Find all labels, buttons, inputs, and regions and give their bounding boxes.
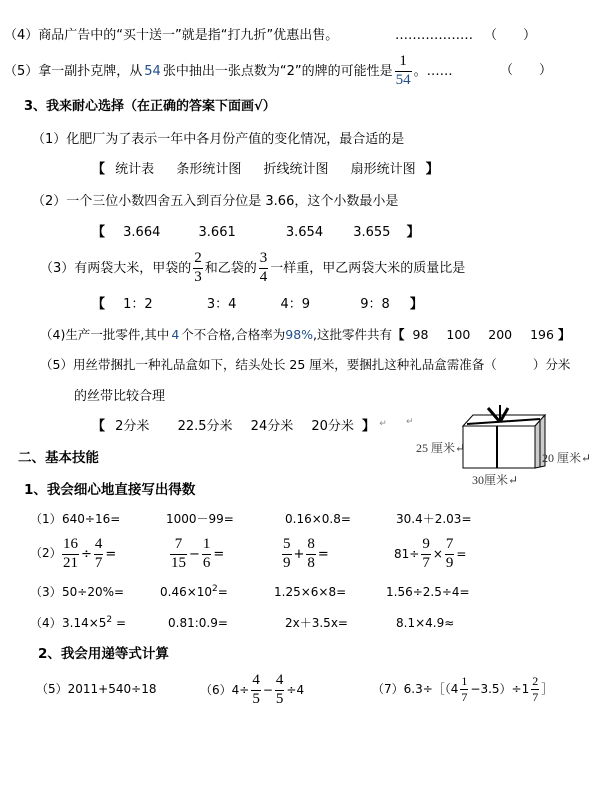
equals: = — [112, 616, 127, 630]
denominator: 8 — [307, 554, 315, 571]
number: 98% — [285, 327, 314, 342]
numerator: 7 — [174, 535, 183, 552]
calc-item: 640÷16= — [62, 512, 121, 526]
numerator: 5 — [283, 535, 291, 552]
fraction — [259, 251, 269, 286]
answer-blank[interactable]: （ ） — [484, 28, 537, 43]
fraction — [193, 251, 203, 286]
row-label: （3） — [30, 585, 62, 599]
fraction — [445, 537, 455, 572]
depth-label: 20 厘米↵ — [542, 451, 592, 465]
choice-q3 — [40, 250, 465, 286]
mixed-fraction — [460, 675, 468, 703]
option[interactable]: 折线统计图 — [263, 162, 329, 177]
choice-q2-options — [92, 226, 420, 239]
fraction — [251, 673, 261, 708]
calc-item — [62, 617, 126, 629]
equals: = — [456, 547, 467, 561]
numerator: 1 — [399, 52, 407, 69]
denominator: 5 — [252, 690, 260, 707]
fraction — [395, 54, 412, 89]
expression-text: −3.5）÷1 — [470, 682, 530, 696]
denominator: 15 — [171, 554, 186, 571]
numerator: 1 — [461, 673, 468, 688]
numerator: 4 — [252, 671, 260, 688]
bracket-open: 【 — [92, 162, 106, 177]
question-text: （5）拿一副扑克牌，从 — [4, 63, 143, 79]
expression-text: 0.46×10 — [160, 585, 213, 599]
calc-item: 2x＋3.5x= — [285, 616, 348, 630]
fraction — [202, 537, 212, 572]
numerator: 2 — [532, 673, 539, 688]
gift-box-figure — [400, 398, 600, 494]
option[interactable]: 3：4 — [206, 297, 237, 312]
bracket-close: 】 — [409, 297, 423, 312]
option[interactable]: 24分米 — [250, 419, 294, 434]
bracket-open: 【 — [92, 419, 106, 434]
numerator: 4 — [275, 671, 284, 688]
question-text: 个不合格,合格率为 — [181, 327, 286, 342]
bracket-close: 】 — [425, 162, 439, 177]
choice-q2: （2）一个三位小数四舍五入到百分位是 3.66，这个小数最小是 — [32, 194, 399, 209]
question-text: （5）用丝带捆扎一种礼品盒如下，结头处长 25 厘米，要捆扎这种礼品盒需准备（ — [40, 357, 497, 372]
option[interactable]: 3.654 — [285, 225, 324, 240]
exponent: 2 — [106, 615, 113, 625]
fraction — [306, 537, 316, 572]
equals: = — [105, 546, 117, 562]
denominator: 5 — [275, 690, 284, 707]
question-text: （3）有两袋大米，甲袋的 — [40, 260, 192, 276]
subsection-title: 2、我会用递等式计算 — [38, 646, 169, 662]
expression-text: （6）4÷ — [200, 683, 250, 697]
bracket-close: 】 — [406, 225, 420, 240]
exponent: 2 — [212, 584, 218, 594]
expression-text: （7）6.3÷［（4 — [372, 682, 459, 696]
fraction — [282, 537, 292, 572]
denominator: 7 — [422, 554, 430, 571]
step-calc-q6 — [200, 670, 304, 710]
operator: ÷ — [81, 546, 92, 562]
question-text: ,这批零件共有 — [313, 327, 393, 342]
numerator: 16 — [63, 535, 78, 552]
numerator: 7 — [445, 535, 454, 552]
choice-q5-options — [92, 420, 387, 433]
judgement-q5 — [4, 52, 453, 88]
width-label: 30厘米↵ — [472, 473, 519, 487]
choice-q4 — [40, 329, 570, 342]
step-calc-q7 — [372, 672, 553, 706]
calc-item — [394, 535, 466, 573]
question-text: 和乙袋的 — [204, 260, 257, 276]
calc-item: 1.25×6×8= — [274, 585, 347, 599]
equals: = — [213, 546, 225, 562]
option[interactable]: 扇形统计图 — [350, 162, 416, 177]
return-mark: ↵ — [406, 417, 414, 427]
option[interactable]: 200 — [488, 327, 513, 342]
denominator: 7 — [461, 689, 468, 704]
option[interactable]: 3.655 — [353, 225, 391, 240]
calc-row-1 — [30, 513, 62, 525]
section-title: 3、我来耐心选择（在正确的答案下面画√） — [24, 99, 276, 114]
numerator: 2 — [194, 249, 202, 266]
denominator: 7 — [94, 554, 103, 571]
judgement-q4 — [4, 29, 338, 42]
calc-item: 0.81:0.9= — [168, 616, 228, 630]
answer-blank[interactable]: （ ） — [500, 63, 553, 78]
bracket-open: 【 — [392, 327, 405, 342]
row-label: （2） — [30, 546, 62, 560]
option[interactable]: 3.661 — [198, 225, 236, 240]
bracket-open: 【 — [92, 297, 106, 312]
expression-text: ］ — [541, 682, 554, 696]
denominator: 3 — [194, 268, 202, 285]
numerator: 4 — [94, 535, 103, 552]
denominator: 21 — [63, 554, 78, 571]
choice-q1-options — [92, 163, 439, 176]
leader-dots: ……………… — [395, 28, 473, 43]
expression-text: ÷4 — [286, 683, 305, 697]
option[interactable]: 条形统计图 — [176, 162, 242, 177]
option[interactable]: 1：2 — [123, 297, 153, 312]
question-text: 张中抽出一张点数为“2”的牌的可能性是 — [162, 63, 393, 79]
question-text: 一样重，甲乙两袋大米的质量比是 — [270, 260, 466, 276]
fraction — [62, 537, 79, 572]
option[interactable]: 4：9 — [280, 297, 311, 312]
calc-item — [60, 535, 116, 573]
choice-q1: （1）化肥厂为了表示一年中各月份产值的变化情况，最合适的是 — [32, 132, 405, 147]
choice-q5 — [40, 359, 570, 372]
calc-item — [160, 586, 228, 598]
number: 54 — [144, 63, 161, 79]
numerator: 8 — [307, 535, 315, 552]
fraction — [275, 673, 285, 708]
question-text: ）分米 — [532, 357, 571, 372]
denominator: 6 — [202, 554, 211, 571]
option[interactable]: 22.5分米 — [177, 419, 233, 434]
equals: = — [217, 585, 228, 599]
fraction — [170, 537, 187, 572]
height-label: 25 厘米↵ — [416, 441, 466, 455]
part-title: 二、基本技能 — [18, 450, 99, 466]
return-mark: ↵ — [379, 419, 387, 429]
bracket-close: 】 — [557, 327, 571, 342]
mixed-fraction — [531, 675, 539, 703]
subsection-title: 1、我会细心地直接写出得数 — [24, 482, 196, 498]
operator: − — [262, 683, 273, 697]
denominator: 7 — [532, 689, 539, 704]
equals: = — [317, 546, 329, 562]
option[interactable]: 98 — [412, 327, 429, 342]
numerator: 3 — [259, 249, 268, 266]
denominator: 4 — [259, 268, 268, 285]
denominator: 9 — [283, 554, 291, 571]
option[interactable]: 9：8 — [360, 297, 390, 312]
operator: + — [293, 546, 305, 562]
numerator: 1 — [202, 535, 211, 552]
step-calc-q5: （5）2011+540÷18 — [36, 682, 157, 696]
bracket-close: 】 — [362, 419, 376, 434]
option[interactable]: 100 — [446, 327, 471, 342]
operator: − — [189, 546, 200, 562]
choice-q5-line2: 的丝带比较合理 — [74, 389, 166, 404]
calc-item: 0.16×0.8= — [285, 512, 351, 526]
fraction — [94, 537, 104, 572]
option[interactable]: 20分米 — [311, 419, 354, 434]
numerator: 9 — [422, 535, 430, 552]
question-text: （4）商品广告中的“买十送一”就是指“打九折”优惠出售。 — [4, 28, 339, 43]
calc-item — [280, 535, 329, 573]
bracket-open: 【 — [92, 225, 106, 240]
calc-item: 8.1×4.9≈ — [396, 616, 455, 630]
question-text: 。…… — [413, 63, 453, 79]
calc-item — [168, 535, 224, 573]
option[interactable]: 3.664 — [123, 225, 161, 240]
calc-item: 1000－99= — [166, 512, 234, 526]
calc-item: 1.56÷2.5÷4= — [386, 585, 470, 599]
expression-text: 3.14×5 — [62, 616, 107, 630]
denominator: 9 — [445, 554, 454, 571]
row-label: （4） — [30, 616, 62, 630]
choice-q3-options — [92, 298, 423, 311]
calc-item: 30.4＋2.03= — [396, 512, 472, 526]
denominator: 54 — [395, 71, 411, 88]
calc-item: 50÷20%= — [62, 585, 125, 599]
question-text: （4)生产一批零件,其中 — [40, 327, 170, 342]
expression-text: 81÷ — [394, 547, 420, 561]
option[interactable]: 2分米 — [115, 419, 150, 434]
operator: × — [432, 547, 443, 561]
option[interactable]: 统计表 — [115, 162, 155, 177]
option[interactable]: 196 — [530, 327, 554, 342]
number: 4 — [171, 327, 180, 342]
fraction — [421, 537, 431, 572]
row-label: （1） — [30, 512, 62, 526]
